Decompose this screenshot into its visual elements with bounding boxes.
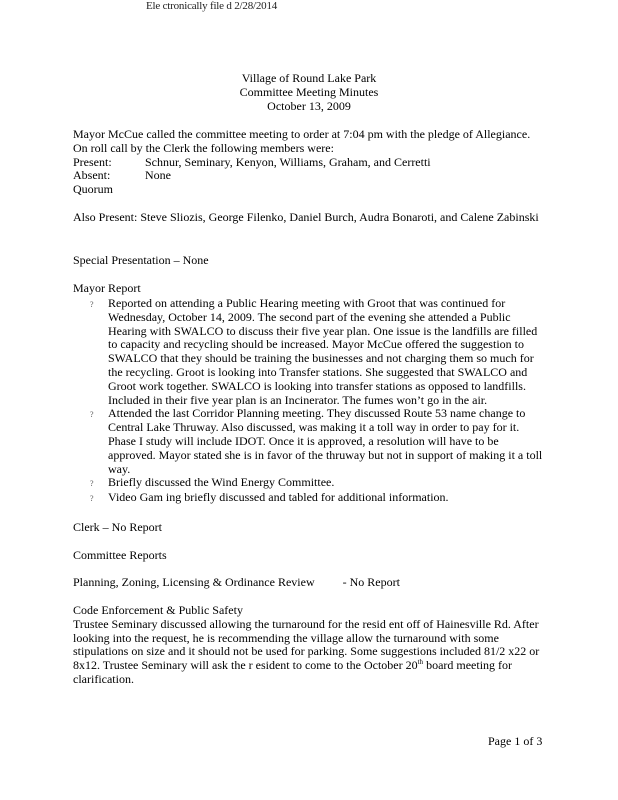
special-presentation: Special Presentation – None	[73, 253, 209, 267]
code-enforcement-body: Trustee Seminary discussed allowing the turnaround for the resid ent off of Hainesville Rd. After looking into the request, he is recommending the village allow the turnaround with some stipulations on size and it should not be used for parking. Some suggestions included 81/2 x22 or 8x12. Trustee Seminary will ask the r esident to come to the October 20th board meeting for clarification.	[73, 616, 540, 686]
mayor-report-list	[90, 297, 545, 506]
list-item	[90, 476, 545, 491]
list-item-text: Reported on attending a Public Hearing meeting with Groot that was continued for Wednesday, October 14, 2009. The second part of the evening she attended a Public Hearing with SWALCO to discuss their five year plan. One issue is the landfills are filled to capacity and recycling should be increased. Mayor McCue offered the suggestion to SWALCO that they should be training the businesses and not charging them so much for the recycling. Groot is looking into Transfer stations. She suggested that SWALCO and Groot work together. SWALCO is looking into transfer stations as opposed to landfills. Included in their five year plan is an Incinerator. The fumes won’t go in the air.	[108, 296, 538, 407]
present-members: Schnur, Seminary, Kenyon, Williams, Graham, and Cerretti	[145, 154, 431, 169]
list-item-text: Briefly discussed the Wind Energy Committee.	[108, 475, 335, 490]
list-item-text: Video Gam ing briefly discussed and tabled for additional information.	[108, 490, 449, 505]
bullet-icon: ?	[90, 494, 94, 504]
planning-row	[73, 576, 543, 590]
filing-stamp: Ele ctronically file d 2/28/2014	[146, 0, 278, 12]
clerk-report: Clerk – No Report	[73, 520, 162, 534]
planning-label: Planning, Zoning, Licensing & Ordinance Review	[73, 575, 315, 589]
code-enforcement-heading: Code Enforcement & Public Safety	[73, 603, 243, 617]
list-item	[90, 297, 545, 407]
quorum-text: Quorum	[73, 182, 113, 197]
code-enforcement-section	[73, 604, 543, 687]
list-item-text: Attended the last Corridor Planning meeting. They discussed Route 53 name change to Central Lake Thruway. Also discussed, was making it a toll way in order to pay for it. Phase I study will include IDOT. Once it is approved, a resolution will have to be approved. Mayor stated she is in favor of the thruway but not in support of making it a toll way.	[108, 406, 543, 476]
list-item	[90, 407, 545, 476]
also-present: Also Present: Steve Sliozis, George Filenko, Daniel Burch, Audra Bonaroti, and Calene Zabinski	[73, 210, 539, 224]
page-number: Page 1 of 3	[488, 734, 543, 748]
title-village: Village of Round Lake Park	[241, 71, 377, 85]
present-row	[73, 156, 543, 170]
opening-section	[73, 128, 543, 197]
bullet-icon: ?	[90, 479, 94, 489]
call-to-order: Mayor McCue called the committee meeting to order at 7:04 pm with the pledge of Allegiance.	[73, 127, 531, 141]
absent-row	[73, 169, 543, 183]
bullet-icon: ?	[90, 300, 94, 309]
title-date: October 13, 2009	[267, 98, 351, 113]
roll-call-intro: On roll call by the Clerk the following members were:	[73, 140, 334, 155]
mayor-report-heading: Mayor Report	[73, 281, 141, 295]
title-meeting-type: Committee Meeting Minutes	[239, 84, 379, 99]
document-title	[0, 72, 618, 113]
absent-label: Absent:	[73, 168, 111, 183]
absent-members: None	[145, 168, 171, 183]
ordinal-suffix: th	[417, 658, 424, 667]
present-label: Present:	[73, 154, 112, 169]
bullet-icon: ?	[90, 410, 94, 420]
list-item	[90, 491, 545, 506]
planning-status: - No Report	[342, 575, 400, 589]
committee-reports-heading: Committee Reports	[73, 548, 167, 562]
